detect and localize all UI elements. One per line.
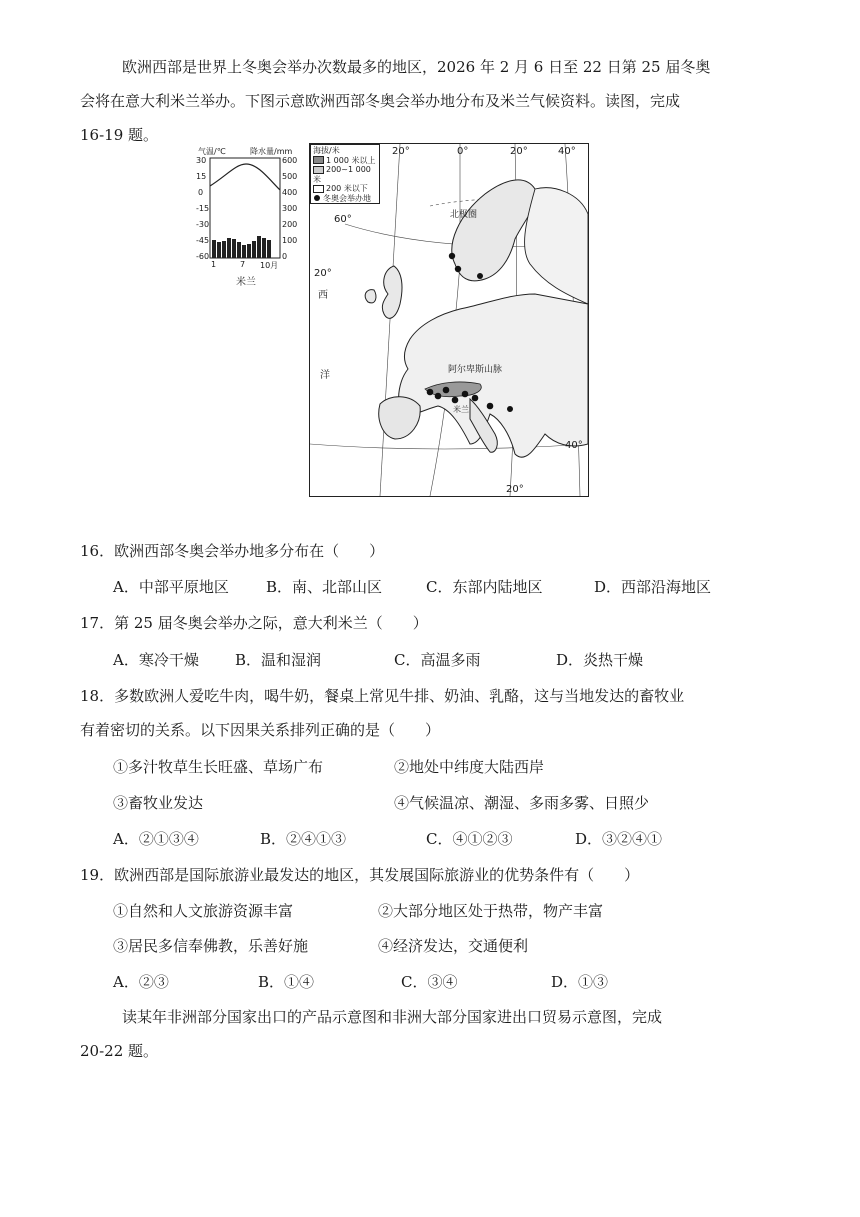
temp-tick: 0 (198, 188, 204, 197)
legend-item: 冬奥会举办地 (313, 194, 377, 204)
q19-option-d[interactable]: D．①③ (551, 973, 609, 991)
precip-tick: 600 (282, 156, 298, 165)
q19-item-3: ③居民多信奉佛教，乐善好施 (113, 937, 309, 955)
q17-option-d[interactable]: D．炎热干燥 (556, 651, 644, 669)
intro-line-1: 欧洲西部是世界上冬奥会举办次数最多的地区，2026 年 2 月 6 日至 22 日第 25 届冬奥 (122, 58, 711, 76)
precip-axis-title: 降水量/mm (250, 147, 293, 156)
lat-label: 60° (334, 214, 352, 225)
question-16-stem: 16．欧洲西部冬奥会举办地多分布在（ ） (80, 542, 385, 560)
legend-title: 海拔/米 (313, 146, 340, 155)
q18-option-c[interactable]: C．④①②③ (426, 830, 513, 848)
temp-tick: -45 (196, 236, 210, 245)
q18-item-3: ③畜牧业发达 (113, 794, 204, 812)
temp-tick: -30 (196, 220, 210, 229)
question-19-stem: 19．欧洲西部是国际旅游业最发达的地区，其发展国际旅游业的优势条件有（ ） (80, 866, 640, 884)
q16-option-d[interactable]: D．西部沿海地区 (594, 578, 712, 596)
map-legend (310, 144, 380, 204)
q16-option-b[interactable]: B．南、北部山区 (266, 578, 383, 596)
legend-swatch-mid (313, 166, 324, 174)
lon-label: 20° (510, 146, 528, 157)
temp-axis-title: 气温/℃ (198, 147, 226, 156)
q19-item-2: ②大部分地区处于热带，物产丰富 (378, 902, 604, 920)
legend-item: 200~1 000 米 (313, 165, 371, 184)
q19-item-4: ④经济发达，交通便利 (378, 937, 529, 955)
temp-tick: -15 (196, 204, 210, 213)
q16-option-c[interactable]: C．东部内陆地区 (426, 578, 543, 596)
host-dot-icon (314, 195, 320, 201)
precip-tick: 200 (282, 220, 298, 229)
chart-caption: 米兰 (236, 277, 256, 288)
q18-option-d[interactable]: D．③②④① (575, 830, 663, 848)
q19-option-b[interactable]: B．①④ (258, 973, 315, 991)
lon-label: 20° (392, 146, 410, 157)
precip-tick: 0 (282, 252, 288, 261)
precip-tick: 300 (282, 204, 298, 213)
q16-option-a[interactable]: A．中部平原地区 (113, 578, 229, 596)
legend-swatch-high (313, 156, 324, 164)
q18-item-1: ①多汁牧草生长旺盛、草场广布 (113, 758, 324, 776)
temp-tick: 15 (196, 172, 207, 181)
arctic-circle-label: 北极圈 (450, 210, 478, 220)
precip-tick: 100 (282, 236, 298, 245)
q17-option-c[interactable]: C．高温多雨 (394, 651, 481, 669)
precip-tick: 500 (282, 172, 298, 181)
q17-option-a[interactable]: A．寒冷干燥 (113, 651, 199, 669)
q18-option-b[interactable]: B．②④①③ (260, 830, 347, 848)
precip-tick: 400 (282, 188, 298, 197)
temp-tick: 30 (196, 156, 207, 165)
q17-option-b[interactable]: B．温和湿润 (235, 651, 322, 669)
lon-label: 20° (314, 268, 332, 279)
intro-line-3: 16-19 题。 (80, 126, 159, 144)
intro-line-2: 会将在意大利米兰举办。下图示意欧洲西部冬奥会举办地分布及米兰气候资料。读图，完成 (80, 92, 681, 110)
month-label: 1 (211, 260, 217, 269)
lon-label: 40° (558, 146, 576, 157)
question-18-stem-line-2: 有着密切的关系。以下因果关系排列正确的是（ ） (80, 721, 441, 739)
milan-label: 米兰 (453, 405, 469, 414)
month-label: 10月 (260, 261, 279, 270)
ocean-label-west: 西 (318, 290, 328, 301)
q18-option-a[interactable]: A．②①③④ (113, 830, 199, 848)
question-18-stem-line-1: 18．多数欧洲人爱吃牛肉，喝牛奶，餐桌上常见牛排、奶油、乳酪，这与当地发达的畜牧业 (80, 687, 685, 705)
lon-label: 0° (457, 146, 469, 157)
q19-option-c[interactable]: C．③④ (401, 973, 458, 991)
legend-item: 200 米以下 (313, 184, 377, 194)
legend-swatch-low (313, 185, 324, 193)
legend-item: 1 000 米以上 (313, 156, 377, 166)
lat-label: 40° (565, 440, 583, 451)
q18-item-2: ②地处中纬度大陆西岸 (394, 758, 545, 776)
q18-item-4: ④气候温凉、潮湿、多雨多雾、日照少 (394, 794, 650, 812)
outro-line-1: 读某年非洲部分国家出口的产品示意图和非洲大部分国家进出口贸易示意图，完成 (122, 1008, 663, 1026)
temp-tick: -60 (196, 252, 210, 261)
ocean-label: 洋 (320, 370, 330, 381)
q19-item-1: ①自然和人文旅游资源丰富 (113, 902, 294, 920)
q19-option-a[interactable]: A．②③ (113, 973, 169, 991)
question-17-stem: 17．第 25 届冬奥会举办之际，意大利米兰（ ） (80, 614, 428, 632)
outro-line-2: 20-22 题。 (80, 1042, 159, 1060)
month-label: 7 (240, 260, 246, 269)
lon-label: 20° (506, 484, 524, 495)
climate-chart (196, 146, 304, 286)
alps-label: 阿尔卑斯山脉 (448, 365, 503, 375)
